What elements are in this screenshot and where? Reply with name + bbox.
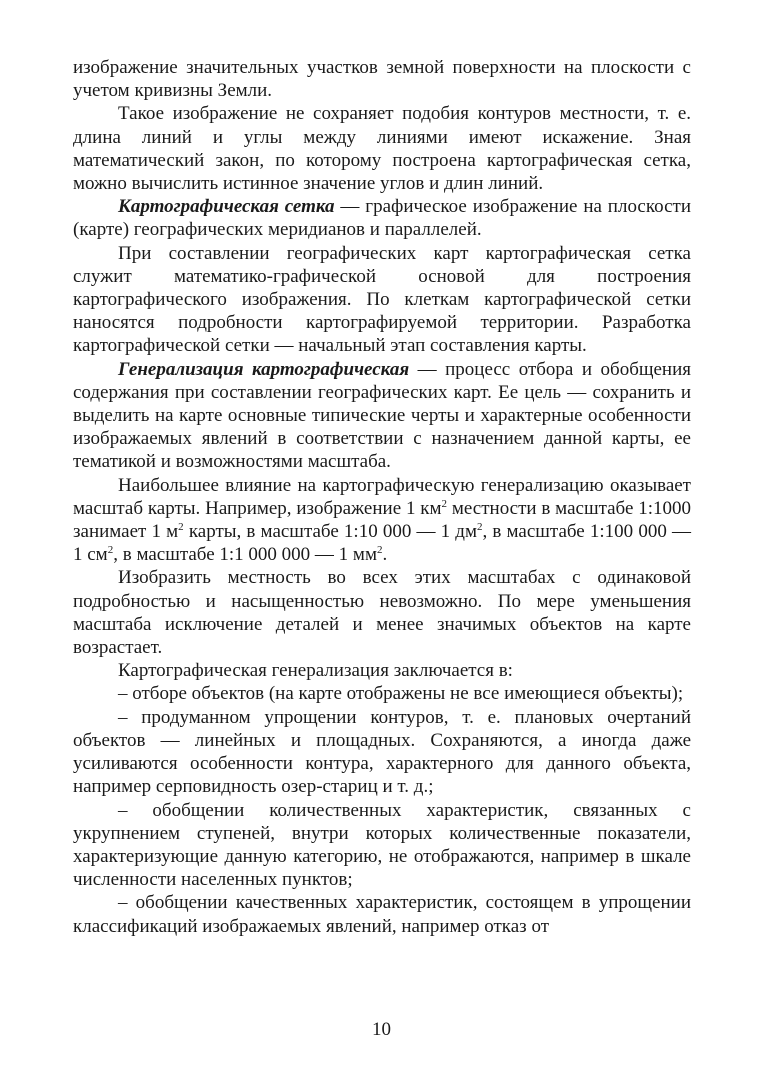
- scale-example-paragraph: [73, 474, 691, 567]
- text-run: .: [382, 544, 388, 566]
- superscript: 2: [376, 544, 383, 557]
- superscript: 2: [477, 521, 483, 534]
- definition-paragraph: [73, 195, 691, 241]
- term-cartographic-grid: Картографическая сетка: [118, 196, 335, 218]
- definition-paragraph: [73, 358, 691, 474]
- page-number: 10: [372, 1019, 391, 1040]
- superscript: 2: [107, 544, 114, 557]
- superscript: 2: [441, 497, 448, 510]
- paragraph: Такое изображение не сохраняет подобия контуров местности, т. е. длина линий и углы между линиями имеют искажение. Зная математический закон, по которому построена картографическая сетка, можно вычислить истинное значение углов и длин линий.: [73, 103, 691, 195]
- superscript: 2: [178, 521, 184, 534]
- text-run: , в масштабе 1:100 000 — 1 см: [73, 521, 691, 566]
- paragraph: изображение значительных участков земной поверхности на плоскости с учетом кривизны Земли.: [73, 57, 691, 102]
- text-run: , в масштабе 1:1 000 000 — 1 мм: [113, 544, 377, 566]
- text-run: местности в масштабе 1:1000 занимает 1 м: [73, 497, 691, 543]
- definition-text: — графическое изображение на плоскости (карте) географических меридианов и параллелей.: [73, 196, 691, 241]
- paragraph: При составлении географических карт картографическая сетка служит математико-графической основой для построения картографического изображения. По клеткам картографической сетки наносятся подробности картографируемой территории. Разработка картографической сетки — начальный этап составления карты.: [73, 242, 691, 357]
- definition-text: — процесс отбора и обобщения содержания при составлении географических карт. Ее цель — сохранить и выделить на карте основные типические черты и характерные особенности изображаемых явлений в соответствии с назначением данной карты, ее тематикой и возможностями масштаба.: [73, 358, 692, 473]
- term-generalization: Генерализация картографическая: [118, 358, 410, 380]
- list-item: – обобщении качественных характеристик, состоящем в упрощении классификаций изображаемых явлений, например отказ от: [73, 892, 691, 937]
- page-body: [73, 56, 691, 938]
- paragraph: Изобразить местность во всех этих масштабах с одинаковой подробностью и насыщенностью невозможно. По мере уменьшения масштаба исключение деталей и менее значимых объектов на карте возрастает.: [73, 567, 691, 659]
- paragraph: Картографическая генерализация заключается в:: [118, 660, 513, 682]
- list-item: – отборе объектов (на карте отображены не все имеющиеся объекты);: [118, 683, 684, 705]
- text-run: Наибольшее влияние на картографическую генерализацию оказывает масштаб карты. Например, изображение 1 км: [73, 474, 691, 519]
- list-item: – продуманном упрощении контуров, т. е. плановых очертаний объектов — линейных и площадных. Сохраняются, а иногда даже усиливаются особенности контура, характерного для данного объекта, например серповидность озер-стариц и т. д.;: [73, 706, 691, 798]
- text-run: карты, в масштабе 1:10 000 — 1 дм: [183, 521, 477, 543]
- list-item: – обобщении количественных характеристик, связанных с укрупнением ступеней, внутри которых количественные показатели, характеризующие данную категорию, не отображаются, например в шкале численности населенных пунктов;: [73, 799, 691, 891]
